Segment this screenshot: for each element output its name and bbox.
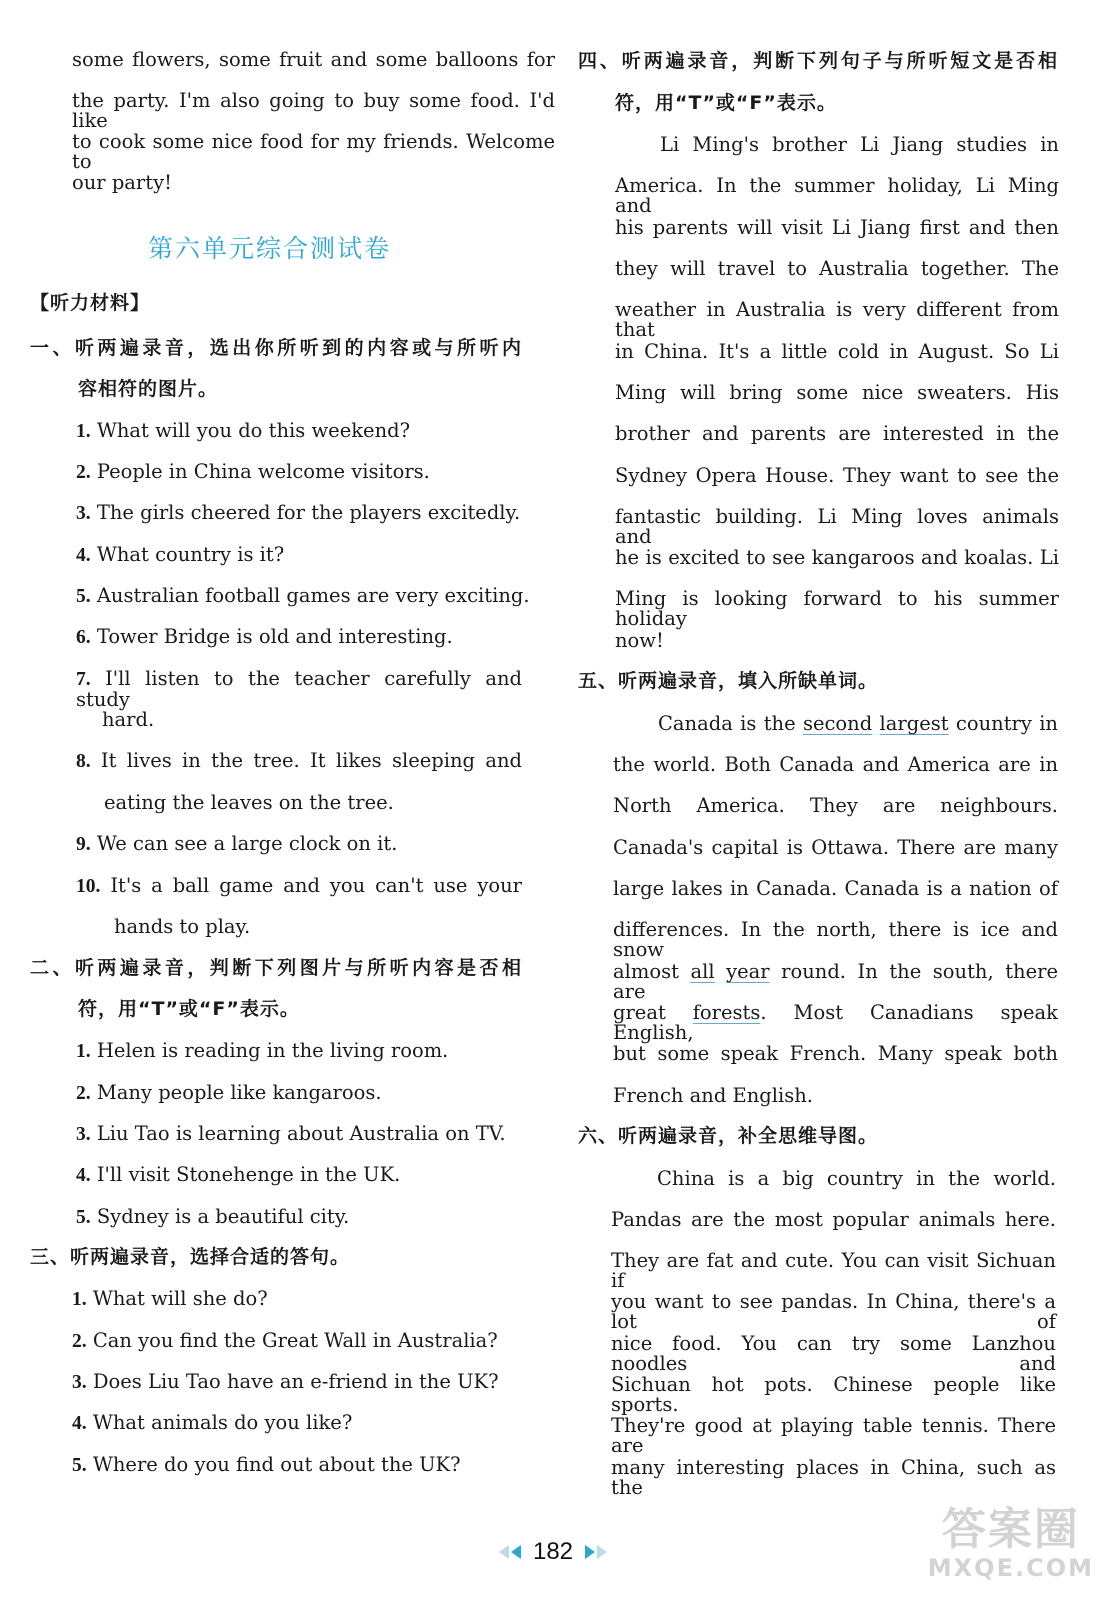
list-item: 2. Can you find the Great Wall in Australia?: [72, 1329, 498, 1352]
section-5-heading: 五、听两遍录音，填入所缺单词。: [578, 670, 879, 692]
filled-word: largest: [879, 712, 949, 735]
prev-arrow-icon: [511, 1545, 521, 1559]
passage-line: Ming will bring some nice sweaters. His: [615, 381, 1059, 404]
passage-line: Li Ming's brother Li Jiang studies in: [660, 133, 1059, 156]
list-item: 4. What country is it?: [76, 543, 285, 566]
list-item: 8. It lives in the tree. It likes sleeping and: [76, 749, 522, 772]
passage-line: now!: [615, 629, 664, 652]
list-item: 3. Does Liu Tao have an e-friend in the UK?: [72, 1370, 499, 1393]
passage-line: Ming is looking forward to his summer holiday: [615, 587, 1059, 630]
list-item: 10. It's a ball game and you can't use your: [76, 874, 523, 897]
passage-line: Pandas are the most popular animals here.: [611, 1208, 1056, 1231]
list-item-cont: hands to play.: [114, 915, 251, 938]
passage-line: America. In the summer holiday, Li Ming and: [615, 174, 1059, 217]
passage-line: his parents will visit Li Jiang first and then: [615, 216, 1059, 239]
list-item: 5. Sydney is a beautiful city.: [76, 1205, 350, 1228]
passage-line: brother and parents are interested in the: [615, 422, 1059, 445]
list-item: 5. Where do you find out about the UK?: [72, 1453, 461, 1476]
list-item: 4. What animals do you like?: [72, 1411, 353, 1434]
passage-line: he is excited to see kangaroos and koalas. Li: [615, 546, 1059, 569]
passage-line: great forests. Most Canadians speak English,: [613, 1001, 1058, 1044]
passage-line: Sydney Opera House. They want to see the: [615, 464, 1059, 487]
section-3-heading: 三、听两遍录音，选择合适的答句。: [30, 1246, 351, 1268]
next-arrow-icon: [585, 1545, 595, 1559]
section-4-heading: 四、听两遍录音，判断下列句子与所听短文是否相: [578, 50, 1058, 72]
section-2-heading: 二、听两遍录音，判断下列图片与所听内容是否相: [30, 957, 522, 979]
next-arrow-icon: [597, 1545, 607, 1559]
list-item: 1. What will she do?: [72, 1287, 268, 1310]
list-item: 5. Australian football games are very exciting.: [76, 584, 530, 607]
passage-line: many interesting places in China, such as the: [611, 1456, 1056, 1499]
filled-word: second: [802, 712, 873, 735]
passage-line: the world. Both Canada and America are in: [613, 753, 1058, 776]
filled-word: all: [690, 960, 715, 983]
passage-line: fantastic building. Li Ming loves animals and: [615, 505, 1059, 548]
list-item: 3. The girls cheered for the players excitedly.: [76, 501, 521, 524]
list-item: 4. I'll visit Stonehenge in the UK.: [76, 1163, 401, 1186]
list-item: 2. People in China welcome visitors.: [76, 460, 430, 483]
list-item: 7. I'll listen to the teacher carefully and study: [76, 667, 522, 711]
watermark: [927, 1504, 1094, 1582]
passage-line: in China. It's a little cold in August. So Li: [615, 340, 1059, 363]
passage-line: Canada is the second largest country in: [658, 712, 1058, 735]
passage-line: you want to see pandas. In China, there's a lot of: [611, 1290, 1056, 1333]
passage-line: but some speak French. Many speak both: [613, 1042, 1058, 1065]
list-item: 1. Helen is reading in the living room.: [76, 1039, 449, 1062]
section-2-heading-cont: 符，用“T”或“F”表示。: [78, 998, 300, 1020]
passage-line: almost all year round. In the south, there are: [613, 960, 1059, 1003]
section-1-heading-cont: 容相符的图片。: [78, 378, 219, 400]
intro-line: some flowers, some fruit and some balloons for: [72, 48, 555, 71]
list-item: 9. We can see a large clock on it.: [76, 832, 398, 855]
passage-line: Sichuan hot pots. Chinese people like sports.: [611, 1373, 1056, 1416]
passage-line: North America. They are neighbours.: [613, 794, 1058, 817]
material-label: 【听力材料】: [30, 292, 151, 314]
section-4-heading-cont: 符，用“T”或“F”表示。: [615, 92, 837, 114]
unit-title: 第六单元综合测试卷: [148, 234, 392, 263]
intro-line: to cook some nice food for my friends. Welcome to: [72, 130, 555, 173]
prev-arrow-icon: [499, 1545, 509, 1559]
watermark-logo: 答案圈: [941, 1504, 1080, 1555]
passage-line: China is a big country in the world.: [657, 1167, 1056, 1190]
section-1-heading: 一、听两遍录音，选出你所听到的内容或与所听内: [30, 337, 522, 359]
passage-line: French and English.: [613, 1084, 814, 1107]
filled-word: year: [726, 960, 770, 983]
section-6-heading: 六、听两遍录音，补全思维导图。: [578, 1125, 879, 1147]
passage-line: They're good at playing table tennis. There are: [611, 1414, 1056, 1457]
passage-line: they will travel to Australia together. The: [615, 257, 1059, 280]
list-item: 6. Tower Bridge is old and interesting.: [76, 625, 453, 648]
list-item: 3. Liu Tao is learning about Australia on TV.: [76, 1122, 506, 1145]
list-item: 2. Many people like kangaroos.: [76, 1081, 382, 1104]
intro-line: our party!: [72, 171, 172, 194]
passage-line: nice food. You can try some Lanzhou noodles and: [611, 1332, 1056, 1375]
list-item: 1. What will you do this weekend?: [76, 419, 411, 442]
passage-line: differences. In the north, there is ice and snow: [613, 918, 1058, 961]
passage-line: They are fat and cute. You can visit Sichuan if: [611, 1249, 1056, 1292]
filled-word: forests: [692, 1001, 761, 1024]
list-item-cont: hard.: [102, 708, 155, 731]
list-item-cont: eating the leaves on the tree.: [104, 791, 394, 814]
intro-line: the party. I'm also going to buy some food. I'd like: [72, 89, 555, 132]
passage-line: weather in Australia is very different from that: [615, 298, 1059, 341]
watermark-url: MXQE.COM: [927, 1554, 1094, 1582]
page-number: 182: [532, 1538, 574, 1565]
passage-line: Canada's capital is Ottawa. There are many: [613, 836, 1058, 859]
passage-line: large lakes in Canada. Canada is a nation of: [613, 877, 1058, 900]
